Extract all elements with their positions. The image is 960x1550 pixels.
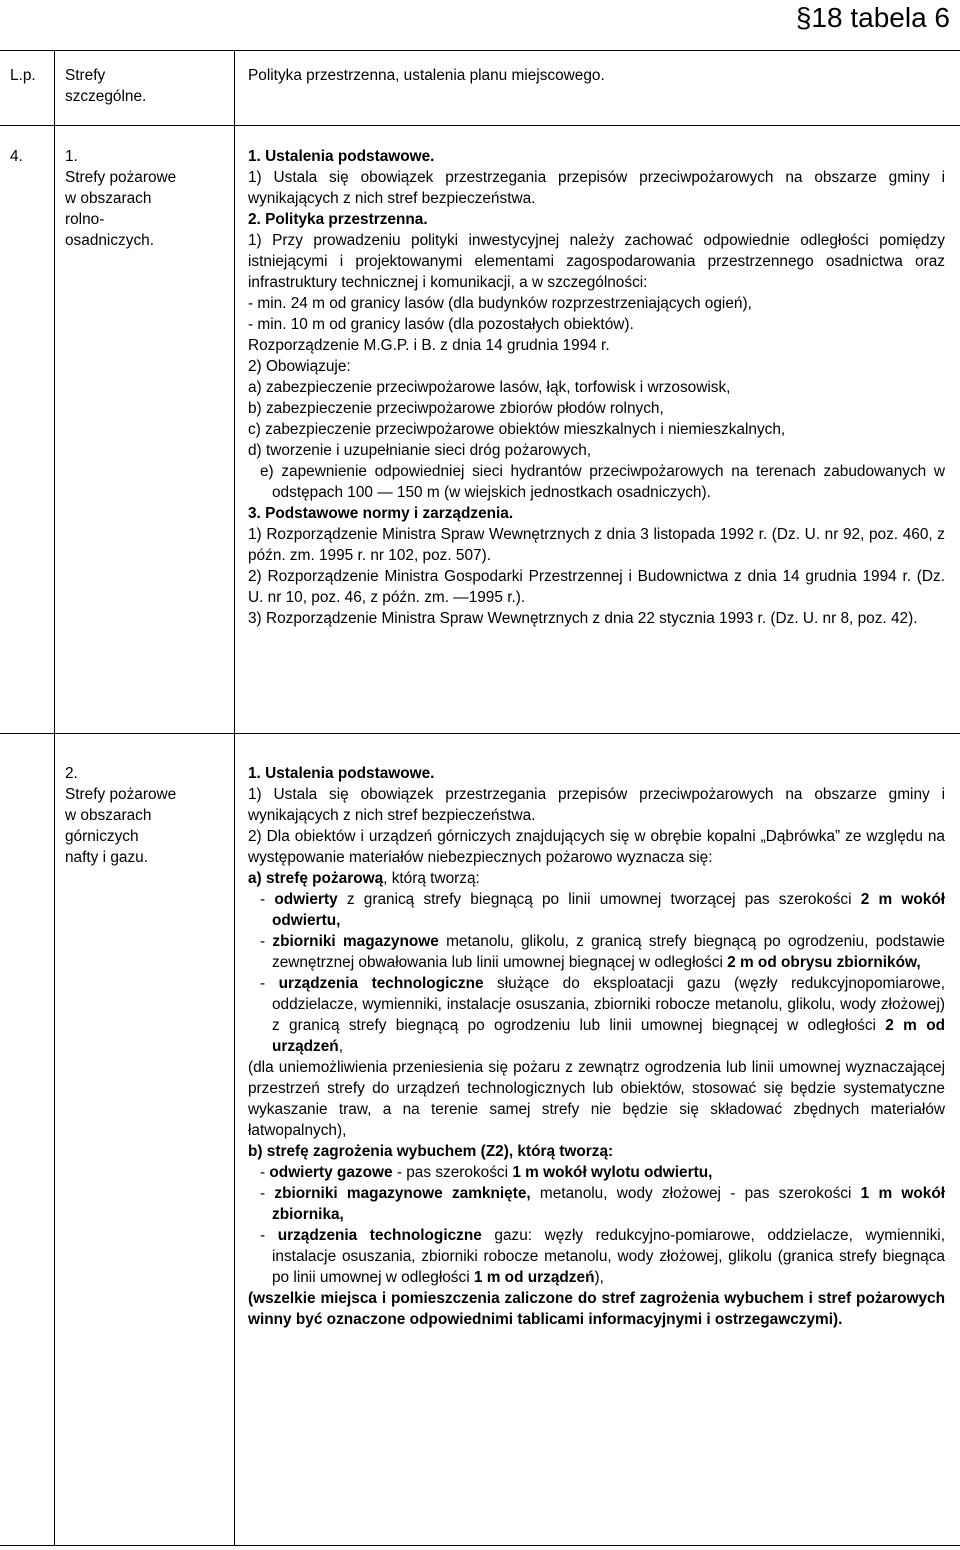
row2-zone: 2. Strefy pożarowe w obszarach górniczych nafty i gazu. bbox=[65, 765, 177, 866]
list-item: d) tworzenie i uzupełnianie sieci dróg pożarowych, bbox=[248, 442, 592, 459]
col-divider-1 bbox=[54, 50, 55, 1546]
zone-b-heading: b) strefę zagrożenia wybuchem (Z2), którą tworzą: bbox=[248, 1143, 614, 1160]
paragraph: 2) Obowiązuje: bbox=[248, 358, 351, 375]
paragraph: 1) Ustala się obowiązek przestrzegania przepisów przeciwpożarowych na obszarze gminy i wynikających z nich stref bezpieczeństwa. bbox=[248, 786, 945, 824]
regulation-item: 2) Rozporządzenie Ministra Gospodarki Przestrzennej i Budownictwa z dnia 14 grudnia 1994 r. (Dz. U. nr 10, poz. 46, z późn. zm. —1995 r.). bbox=[248, 568, 945, 606]
row1-zone: 1. Strefy pożarowe w obszarach rolno- osadniczych. bbox=[65, 148, 177, 249]
list-item: - min. 24 m od granicy lasów (dla budynków rozprzestrzeniających ogień), bbox=[248, 295, 752, 312]
paragraph: 2) Dla obiektów i urządzeń górniczych znajdujących się w obrębie kopalni „Dąbrówka” ze względu na występowanie materiałów niebezpiecznych pożarowo wyznacza się: bbox=[248, 828, 945, 866]
final-note: (wszelkie miejsca i pomieszczenia zaliczone do stref zagrożenia wybuchem i stref pożarowych winny być oznaczone odpowiednimi tablicami informacyjnymi i ostrzegawczymi). bbox=[248, 1290, 945, 1328]
table-top-border bbox=[0, 50, 960, 51]
paragraph: 1) Ustala się obowiązek przestrzegania przepisów przeciwpożarowych na obszarze gminy i wynikających z nich stref bezpieczeństwa. bbox=[248, 169, 945, 207]
list-item: b) zabezpieczenie przeciwpożarowe zbiorów płodów rolnych, bbox=[248, 400, 664, 417]
paragraph: 1) Przy prowadzeniu polityki inwestycyjnej należy zachować odpowiednie odległości pomiędzy istniejącymi i projektowanymi elementami zagospodarowania przestrzennego osadnictwa oraz infrastruktury technicznej i komunikacji, a w szczególności: bbox=[248, 232, 945, 291]
note: (dla uniemożliwienia przeniesienia się pożaru z zewnątrz ogrodzenia lub linii umownej wyznaczającej przestrzeń strefy do urządzeń technologicznych lub obiektów, stosować się będzie systematyczne wykaszanie traw, a na terenie samej strefy nie będzie się składować zbędnych materiałów łatwopalnych), bbox=[248, 1059, 945, 1139]
list-item: - odwierty z granicą strefy biegnącą po linii umownej tworzącej pas szerokości 2 m wokół odwiertu, bbox=[260, 891, 945, 929]
col-divider-2 bbox=[234, 50, 235, 1546]
list-item: - urządzenia technologiczne służące do eksploatacji gazu (węzły redukcyjnopomiarowe, oddzielacze, wymienniki, instalacje osuszania, zbiorniki robocze metanolu, glikolu, wody złożowej) z granicą strefy biegnącą po ogrodzeniu lub linii umownej biegnącej w odległości 2 m od urządzeń, bbox=[260, 975, 945, 1055]
list-item: - odwierty gazowe - pas szerokości 1 m wokół wylotu odwiertu, bbox=[260, 1164, 713, 1181]
list-item: a) zabezpieczenie przeciwpożarowe lasów, łąk, torfowisk i wrzosowisk, bbox=[248, 379, 731, 396]
header-row-border bbox=[0, 125, 960, 126]
list-item: - min. 10 m od granicy lasów (dla pozostałych obiektów). bbox=[248, 316, 634, 333]
regulation-item: 3) Rozporządzenie Ministra Spraw Wewnętrznych z dnia 22 stycznia 1993 r. (Dz. U. nr 8, poz. 42). bbox=[248, 610, 918, 627]
header-polityka: Polityka przestrzenna, ustalenia planu miejscowego. bbox=[248, 67, 605, 84]
list-item: - urządzenia technologiczne gazu: węzły redukcyjno-pomiarowe, oddzielacze, wymienniki, instalacje osuszania, zbiorniki robocze metanolu, wody złożowej, glikolu (granica strefy biegnąca po linii umownej w odległości 1 m od urządzeń), bbox=[260, 1227, 945, 1286]
section-title: 1. Ustalenia podstawowe. bbox=[248, 148, 435, 165]
section-title: 3. Podstawowe normy i zarządzenia. bbox=[248, 505, 514, 522]
row2-content bbox=[248, 763, 945, 1330]
header-strefy: Strefy szczególne. bbox=[65, 67, 147, 105]
regulation-ref: Rozporządzenie M.G.P. i B. z dnia 14 grudnia 1994 r. bbox=[248, 337, 610, 354]
section-title: 2. Polityka przestrzenna. bbox=[248, 211, 428, 228]
row-separator bbox=[0, 733, 960, 734]
regulation-item: 1) Rozporządzenie Ministra Spraw Wewnętrznych z dnia 3 listopada 1992 r. (Dz. U. nr 92, poz. 460, z późn. zm. 1995 r. nr 102, poz. 507). bbox=[248, 526, 945, 564]
header-lp: L.p. bbox=[10, 67, 36, 84]
list-item: e) zapewnienie odpowiedniej sieci hydrantów przeciwpożarowych na terenach zabudowanych w odstępach 100 — 150 m (w wiejskich jednostkach osadniczych). bbox=[260, 463, 945, 501]
section-title: 1. Ustalenia podstawowe. bbox=[248, 765, 435, 782]
list-item: - zbiorniki magazynowe zamknięte, metanolu, wody złożowej - pas szerokości 1 m wokół zbiornika, bbox=[260, 1185, 946, 1223]
page-title: §18 tabela 6 bbox=[795, 2, 950, 33]
row1-content bbox=[248, 146, 945, 629]
table-bottom-border bbox=[0, 1545, 960, 1546]
zone-a-heading: a) strefę pożarową, którą tworzą: bbox=[248, 870, 480, 887]
list-item: c) zabezpieczenie przeciwpożarowe obiektów mieszkalnych i niemieszkalnych, bbox=[248, 421, 786, 438]
list-item: - zbiorniki magazynowe metanolu, glikolu, z granicą strefy biegnącą po ogrodzeniu, podstawie zewnętrznej obwałowania lub linii umownej biegnącej w odległości 2 m od obrysu zbiorników, bbox=[260, 933, 945, 971]
row1-lp: 4. bbox=[10, 148, 23, 165]
